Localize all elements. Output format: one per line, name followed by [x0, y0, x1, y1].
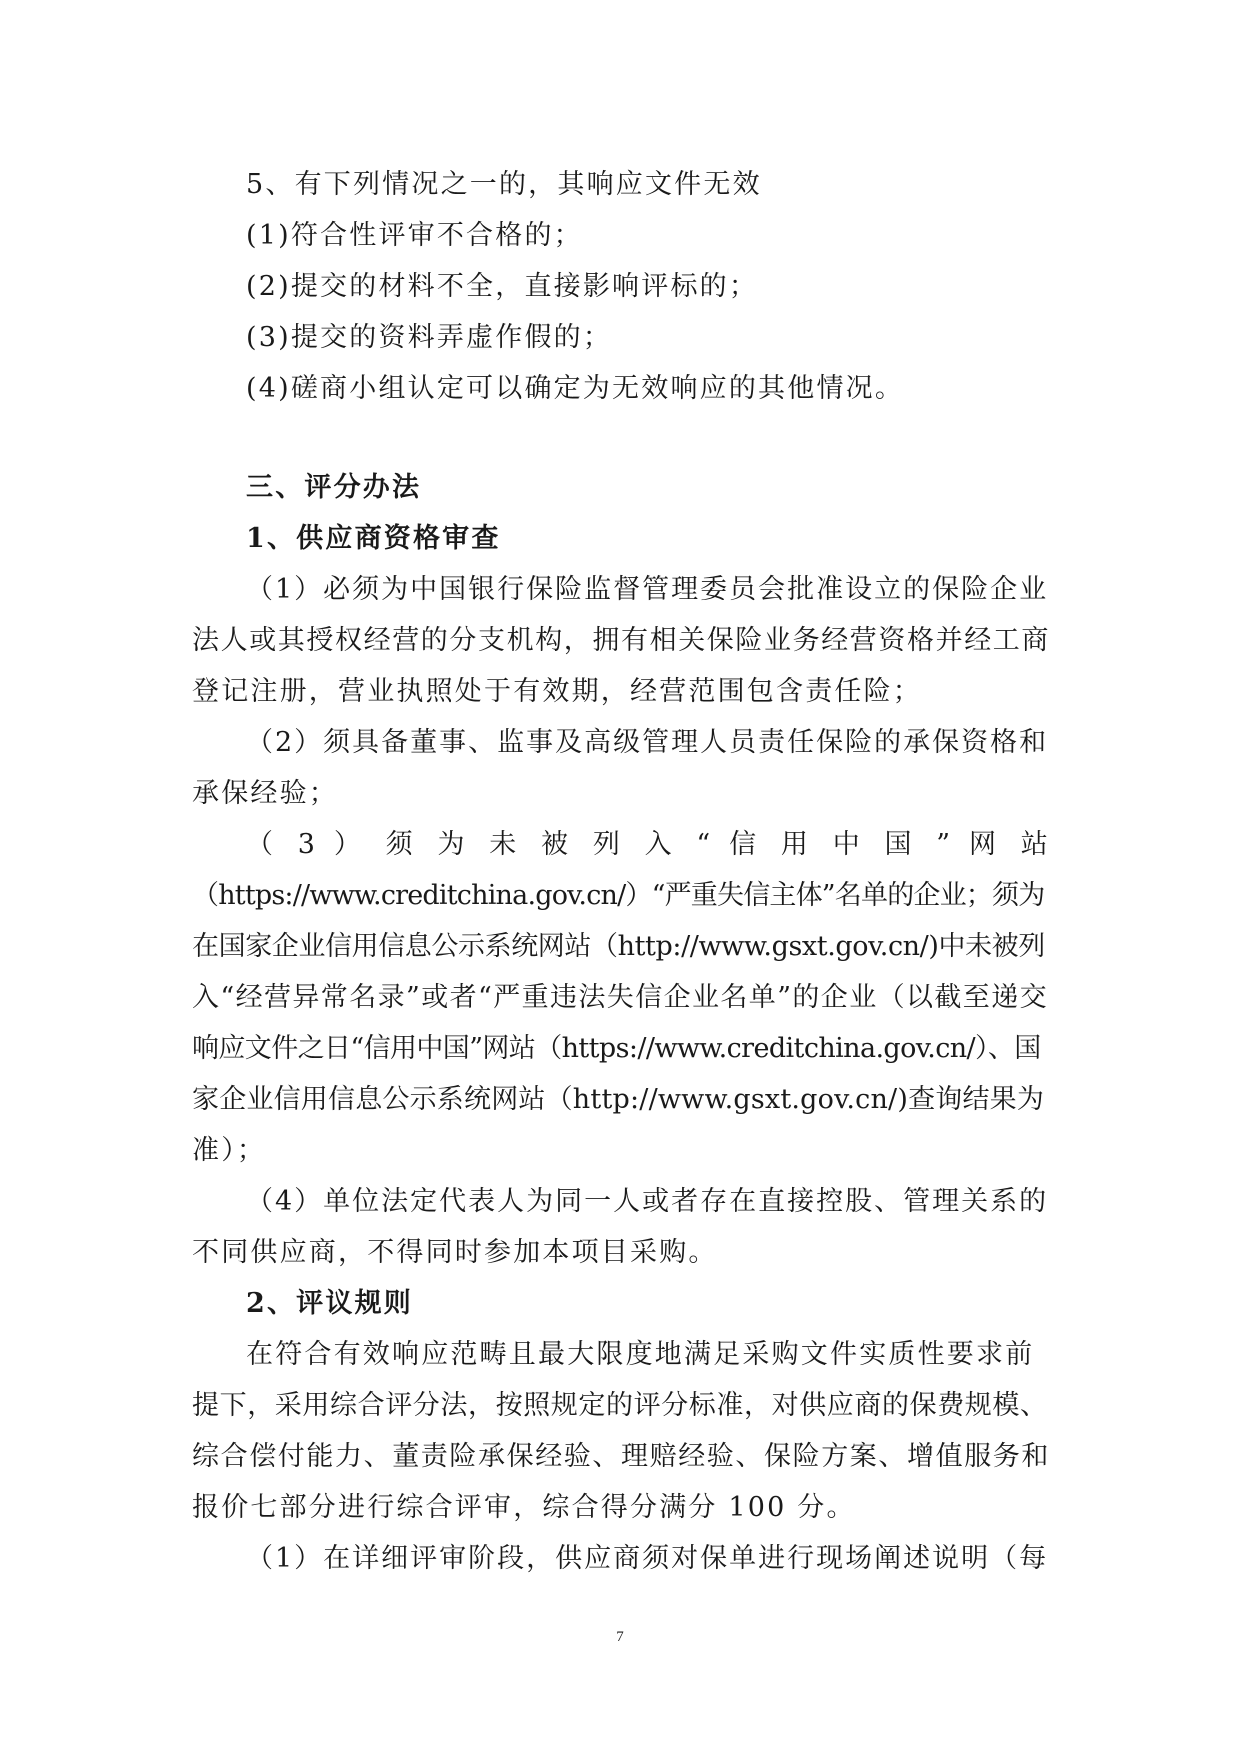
text-line: 响应文件之日“信用中国”网站（https://www.creditchina.gov.cn/）、国	[192, 1033, 1041, 1064]
text-line: 提下，采用综合评分法，按照规定的评分标准，对供应商的保费规模、	[192, 1390, 1048, 1421]
section-heading: 1、供应商资格审查	[246, 523, 501, 554]
text-line: 准）；	[192, 1135, 267, 1166]
text-line: 在国家企业信用信息公示系统网站（http://www.gsxt.gov.cn/)中未被列	[192, 931, 1045, 962]
text-line: 法人或其授权经营的分支机构，拥有相关保险业务经营资格并经工商	[192, 625, 1050, 656]
section-heading: 2、评议规则	[246, 1288, 413, 1319]
text-line: 在符合有效响应范畴且最大限度地满足采购文件实质性要求前	[246, 1339, 1035, 1370]
text-line: 报价七部分进行综合评审，综合得分满分 100 分。	[192, 1492, 856, 1523]
text-line: 承保经验；	[192, 778, 338, 809]
section-heading: 三、评分办法	[246, 472, 422, 503]
text-line: 入“经营异常名录”或者“严重违法失信企业名单”的企业（以截至递交	[192, 982, 1049, 1013]
text-line: 登记注册，营业执照处于有效期，经营范围包含责任险；	[192, 676, 922, 707]
text-line: （2）须具备董事、监事及高级管理人员责任保险的承保资格和	[246, 727, 1049, 758]
text-line: (1)符合性评审不合格的；	[246, 220, 583, 251]
text-line: (2)提交的材料不全，直接影响评标的；	[246, 271, 759, 302]
text-line: （ 3 ） 须 为 未 被 列 入 “ 信 用 中 国 ” 网 站	[246, 829, 1050, 860]
page-number: 7	[616, 1629, 624, 1645]
text-line: 不同供应商，不得同时参加本项目采购。	[192, 1237, 718, 1268]
text-line: （1）在详细评审阶段，供应商须对保单进行现场阐述说明（每	[246, 1543, 1049, 1574]
text-line: （4）单位法定代表人为同一人或者存在直接控股、管理关系的	[246, 1186, 1049, 1217]
text-line: 家企业信用信息公示系统网站（http://www.gsxt.gov.cn/)查询结果为	[192, 1084, 1045, 1115]
text-line: (4)磋商小组认定可以确定为无效响应的其他情况。	[246, 373, 905, 404]
text-line: 综合偿付能力、董责险承保经验、理赔经验、保险方案、增值服务和	[192, 1441, 1050, 1472]
text-line: （1）必须为中国银行保险监督管理委员会批准设立的保险企业	[246, 574, 1049, 605]
text-line: (3)提交的资料弄虚作假的；	[246, 322, 613, 353]
text-line: （https://www.creditchina.gov.cn/）“严重失信主体”名单的企业；须为	[192, 880, 1045, 911]
text-line: 5、有下列情况之一的，其响应文件无效	[246, 169, 762, 200]
